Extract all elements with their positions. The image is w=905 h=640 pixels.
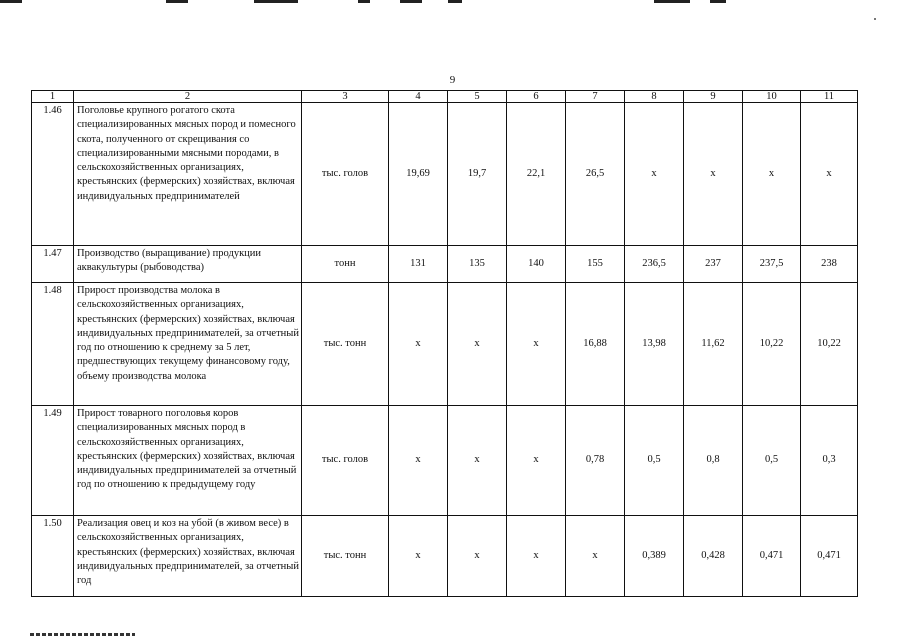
value-cell: 135 [448,246,507,283]
unit-cell: тонн [302,246,389,283]
value-cell: х [684,103,743,246]
indicator-name: Реализация овец и коз на убой (в живом весе) в сельскохозяйственных организациях, крестьянских (фермерских) хозяйствах, включая индивидуальных предпринимателей, за отчетный год [74,516,302,597]
column-number-row [32,91,858,103]
column-header: 3 [302,91,389,103]
value-cell: 0,78 [566,406,625,516]
scan-speck [874,18,876,20]
value-cell: 10,22 [743,283,801,406]
table-row [32,406,858,516]
unit-cell: тыс. голов [302,406,389,516]
table-row [32,103,858,246]
value-cell: 0,471 [743,516,801,597]
value-cell: х [625,103,684,246]
value-cell: х [448,406,507,516]
value-cell: 19,7 [448,103,507,246]
row-number: 1.46 [32,103,74,246]
column-header: 6 [507,91,566,103]
indicators-table [31,90,858,597]
unit-cell: тыс. тонн [302,516,389,597]
indicator-name: Прирост производства молока в сельскохозяйственных организациях, крестьянских (фермерских) хозяйствах, включая индивидуальных предпринимателей, за отчетный год по отношению к среднему за 5 лет, предшествующих текущему финансовому году, объему производства молока [74,283,302,406]
unit-cell: тыс. голов [302,103,389,246]
column-header: 5 [448,91,507,103]
value-cell: х [507,406,566,516]
indicator-name: Поголовье крупного рогатого скота специализированных мясных пород и помесного скота, полученного от скрещивания со специализированными мясными породами, в сельскохозяйственных организациях, крестьянских (фермерских) хозяйствах, включая индивидуальных предпринимателей [74,103,302,246]
value-cell: 0,8 [684,406,743,516]
column-header: 1 [32,91,74,103]
value-cell: 19,69 [389,103,448,246]
value-cell: х [507,283,566,406]
value-cell: 131 [389,246,448,283]
value-cell: 26,5 [566,103,625,246]
value-cell: 0,428 [684,516,743,597]
top-edge-marks [0,0,905,6]
column-header: 10 [743,91,801,103]
column-header: 7 [566,91,625,103]
row-number: 1.49 [32,406,74,516]
row-number: 1.48 [32,283,74,406]
row-number: 1.47 [32,246,74,283]
value-cell: 13,98 [625,283,684,406]
column-header: 2 [74,91,302,103]
unit-cell: тыс. тонн [302,283,389,406]
column-header: 8 [625,91,684,103]
table-row [32,283,858,406]
page-number: 9 [449,74,456,86]
value-cell: 236,5 [625,246,684,283]
value-cell: 140 [507,246,566,283]
value-cell: 237,5 [743,246,801,283]
value-cell: х [448,516,507,597]
value-cell: 0,3 [801,406,858,516]
table-row [32,246,858,283]
value-cell: 10,22 [801,283,858,406]
value-cell: х [801,103,858,246]
value-cell: 155 [566,246,625,283]
column-header: 9 [684,91,743,103]
value-cell: 22,1 [507,103,566,246]
value-cell: х [389,283,448,406]
value-cell: х [389,516,448,597]
value-cell: 0,471 [801,516,858,597]
value-cell: 0,389 [625,516,684,597]
indicator-name: Производство (выращивание) продукции аквакультуры (рыбоводства) [74,246,302,283]
indicator-name: Прирост товарного поголовья коров специализированных мясных пород в сельскохозяйственных организациях, крестьянских (фермерских) хозяйствах, включая индивидуальных предпринимателей за отчетный год по отношению к предыдущему году [74,406,302,516]
value-cell: 0,5 [625,406,684,516]
value-cell: 0,5 [743,406,801,516]
column-header: 4 [389,91,448,103]
value-cell: х [389,406,448,516]
value-cell: х [448,283,507,406]
row-number: 1.50 [32,516,74,597]
value-cell: 238 [801,246,858,283]
bottom-edge-marks [30,633,135,636]
value-cell: х [507,516,566,597]
value-cell: 11,62 [684,283,743,406]
table-row [32,516,858,597]
value-cell: х [743,103,801,246]
value-cell: 16,88 [566,283,625,406]
value-cell: 237 [684,246,743,283]
value-cell: х [566,516,625,597]
column-header: 11 [801,91,858,103]
